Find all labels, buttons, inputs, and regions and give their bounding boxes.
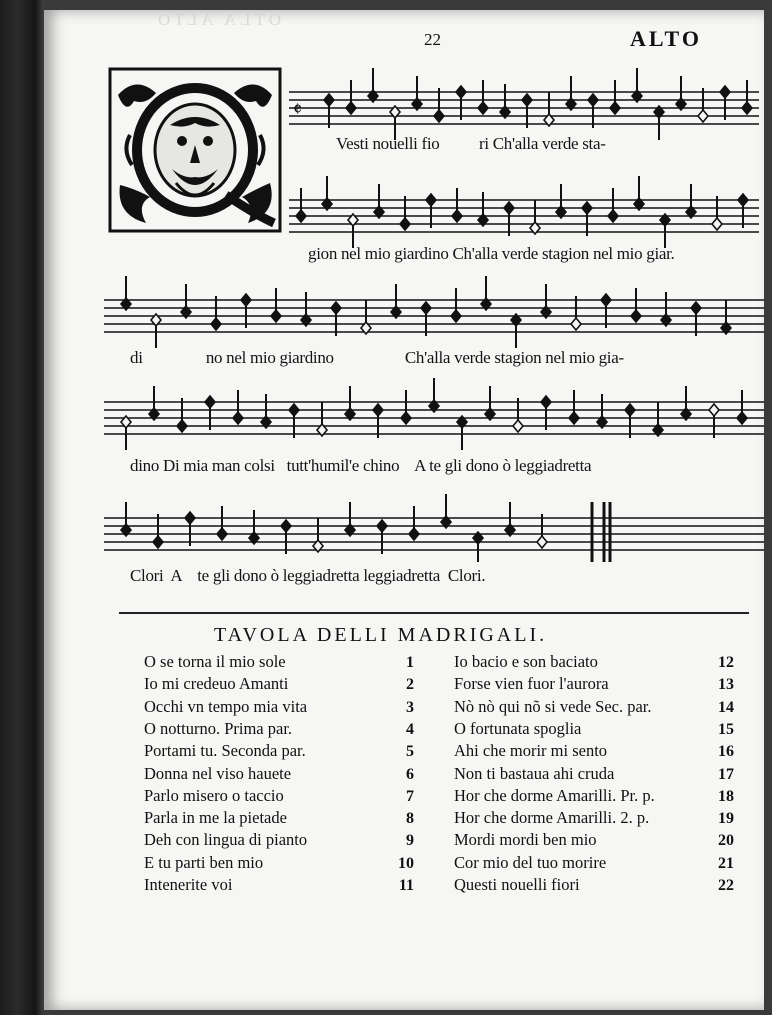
index-entry-number: 8 bbox=[406, 810, 414, 828]
index-entry-title: Parlo misero o taccio bbox=[144, 785, 284, 805]
index-entry-number: 22 bbox=[718, 877, 734, 894]
note-head bbox=[185, 512, 195, 524]
note-head bbox=[504, 202, 514, 214]
lyrics-line-3: di no nel mio giardino Ch'alla verde stagion nel mio gia- bbox=[130, 348, 624, 367]
note-head bbox=[233, 412, 243, 424]
note-head bbox=[522, 94, 532, 106]
note-head bbox=[456, 86, 466, 98]
index-entry-title: Portami tu. Seconda par. bbox=[144, 741, 306, 761]
note-head bbox=[608, 210, 618, 222]
staff-3 bbox=[104, 272, 764, 352]
index-entry-number: 5 bbox=[406, 743, 414, 761]
note-head bbox=[281, 520, 291, 532]
staff-2-notes bbox=[296, 176, 748, 248]
note-head bbox=[451, 310, 461, 322]
index-entry-number: 20 bbox=[718, 832, 734, 850]
bleed-through-text: OTLA ALTO bbox=[154, 10, 282, 29]
note-head bbox=[537, 536, 547, 548]
index-entry-title: Donna nel viso hauete bbox=[144, 763, 292, 783]
index-entry-number: 18 bbox=[718, 787, 734, 805]
section-divider bbox=[119, 612, 749, 614]
index-entry-title: Intenerite voi bbox=[144, 875, 233, 894]
index-entry-number: 17 bbox=[718, 765, 734, 783]
staff-1 bbox=[289, 68, 759, 140]
note-head bbox=[434, 110, 444, 122]
index-entry-title: Deh con lingua di pianto bbox=[144, 830, 308, 850]
note-head bbox=[241, 294, 251, 306]
note-head bbox=[610, 102, 620, 114]
staff-5 bbox=[104, 482, 764, 562]
note-head bbox=[588, 94, 598, 106]
index-entry-number: 19 bbox=[718, 810, 734, 828]
note-head bbox=[296, 210, 306, 222]
index-entry-number: 1 bbox=[406, 654, 414, 671]
index-entry-title: Cor mio del tuo morire bbox=[454, 852, 607, 872]
staff-4-notes bbox=[121, 378, 747, 450]
index-entry-title: Occhi vn tempo mia vita bbox=[144, 696, 308, 716]
staff-1-notes bbox=[324, 68, 752, 140]
note-head bbox=[601, 294, 611, 306]
index-entry-number: 21 bbox=[718, 854, 734, 872]
note-head bbox=[691, 302, 701, 314]
note-head bbox=[712, 218, 722, 230]
index-entry-number: 15 bbox=[718, 720, 734, 738]
index-entry-number: 10 bbox=[398, 854, 414, 872]
note-head bbox=[541, 396, 551, 408]
index-entry-title: O fortunata spoglia bbox=[454, 718, 582, 738]
note-head bbox=[205, 396, 215, 408]
index-entry-title: Nò nò qui nõ si vede Sec. par. bbox=[454, 696, 652, 716]
lyrics-line-4: dino Di mia man colsi tutt'humil'e chino A te gli dono ò leggiadretta bbox=[130, 456, 592, 475]
note-head bbox=[625, 404, 635, 416]
lyrics-line-2: gion nel mio giardino Ch'alla verde stagion nel mio giar. bbox=[308, 244, 675, 263]
lyrics-line-5: Clori A te gli dono ò leggiadretta leggiadretta Clori. bbox=[130, 566, 486, 585]
note-head bbox=[720, 86, 730, 98]
index-title: TAVOLA DELLI MADRIGALI. bbox=[214, 624, 548, 646]
note-head bbox=[217, 528, 227, 540]
index-entry-number: 11 bbox=[398, 877, 414, 894]
index-entry-number: 9 bbox=[406, 832, 414, 850]
note-head bbox=[571, 318, 581, 330]
index-entry-title: E tu parti ben mio bbox=[144, 852, 264, 872]
index-entry-title: O notturno. Prima par. bbox=[144, 718, 293, 738]
index-entry-title: O se torna il mio sole bbox=[144, 652, 286, 671]
index-entry-title: Parla in me la pietade bbox=[144, 808, 287, 828]
note-head bbox=[346, 102, 356, 114]
staff-3-notes bbox=[121, 276, 731, 348]
note-head bbox=[421, 302, 431, 314]
index-entry-title: Mordi mordi ben mio bbox=[454, 830, 597, 850]
book-binding-shadow bbox=[0, 0, 44, 1015]
decorated-initial-q-with-face-icon bbox=[106, 65, 284, 235]
index-entry-number: 2 bbox=[406, 676, 414, 694]
note-head bbox=[289, 404, 299, 416]
staff-4 bbox=[104, 372, 764, 452]
index-entry-title: Questi nouelli fiori bbox=[454, 875, 580, 894]
index-entry-number: 7 bbox=[406, 787, 414, 805]
note-head bbox=[373, 404, 383, 416]
note-head bbox=[582, 202, 592, 214]
index-entry-title: Io mi credeuo Amanti bbox=[144, 674, 289, 694]
note-head bbox=[452, 210, 462, 222]
staff-5-notes bbox=[121, 494, 547, 562]
note-head bbox=[698, 110, 708, 122]
note-head bbox=[569, 412, 579, 424]
note-head bbox=[271, 310, 281, 322]
index-entry-title: Ahi che morir mi sento bbox=[454, 741, 608, 761]
voice-part-label: ALTO bbox=[630, 26, 702, 51]
svg-text:𝄵: 𝄵 bbox=[293, 99, 302, 121]
index-entry-title: Io bacio e son baciato bbox=[454, 652, 598, 671]
note-head bbox=[377, 520, 387, 532]
index-entry-number: 12 bbox=[718, 654, 734, 671]
index-entry-title: Hor che dorme Amarilli. Pr. p. bbox=[454, 785, 655, 805]
note-head bbox=[401, 412, 411, 424]
note-head bbox=[478, 102, 488, 114]
index-entry-number: 13 bbox=[718, 676, 734, 694]
index-entry-number: 4 bbox=[406, 720, 414, 738]
index-entry-number: 14 bbox=[718, 698, 734, 716]
note-head bbox=[737, 412, 747, 424]
index-entry-title: Hor che dorme Amarilli. 2. p. bbox=[454, 808, 650, 828]
note-head bbox=[742, 102, 752, 114]
lyrics-line-1: Vesti nouelli fio ri Ch'alla verde sta- bbox=[336, 134, 606, 153]
music-page bbox=[44, 10, 764, 1010]
note-head bbox=[177, 420, 187, 432]
note-head bbox=[738, 194, 748, 206]
staff-2 bbox=[289, 170, 759, 250]
note-head bbox=[331, 302, 341, 314]
note-head bbox=[324, 94, 334, 106]
index-entry-number: 3 bbox=[406, 698, 414, 716]
note-head bbox=[709, 404, 719, 416]
note-head bbox=[426, 194, 436, 206]
page-number: 22 bbox=[424, 30, 441, 49]
index-entry-title: Non ti bastaua ahi cruda bbox=[454, 763, 615, 783]
note-head bbox=[631, 310, 641, 322]
note-head bbox=[400, 218, 410, 230]
note-head bbox=[513, 420, 523, 432]
index-entry-number: 16 bbox=[718, 743, 734, 761]
index-entry-title: Forse vien fuor l'aurora bbox=[454, 674, 609, 694]
note-head bbox=[211, 318, 221, 330]
note-head bbox=[409, 528, 419, 540]
index-entry-number: 6 bbox=[406, 765, 414, 783]
note-head bbox=[153, 536, 163, 548]
